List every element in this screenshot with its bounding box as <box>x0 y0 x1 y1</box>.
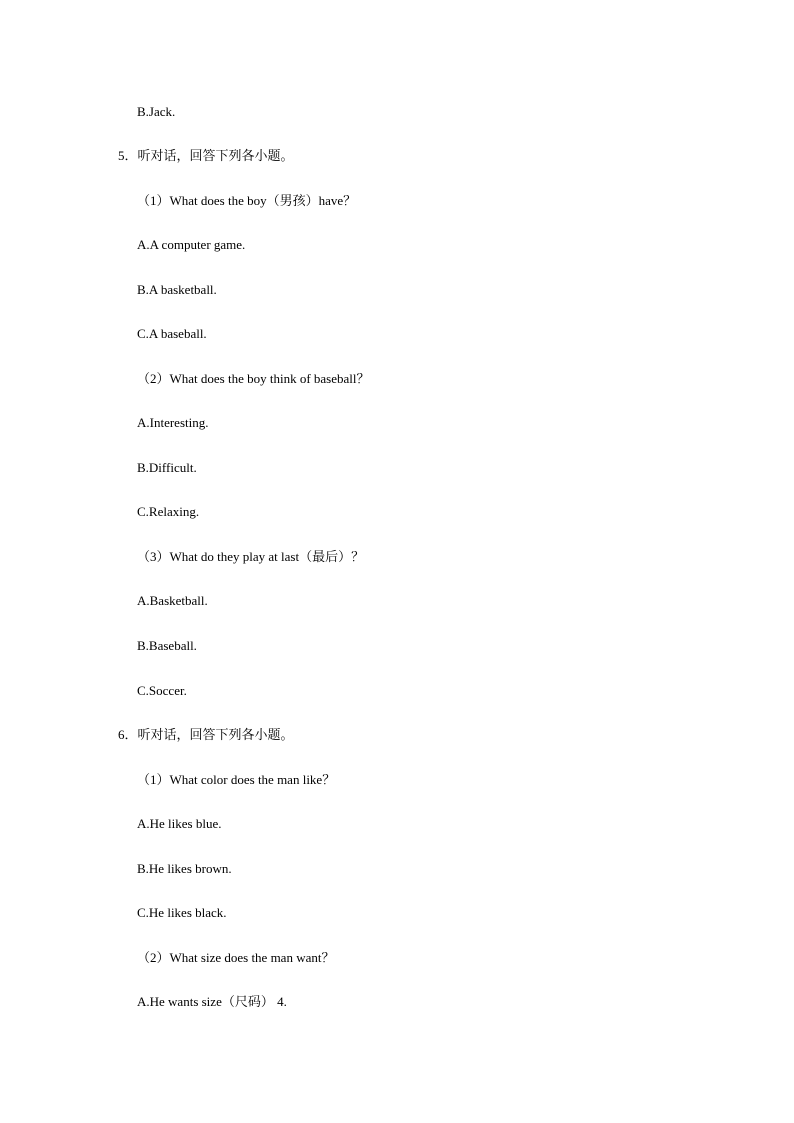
q5-1-option-c: C.A baseball. <box>137 326 207 341</box>
question-5-heading: 5．听对话，回答下列各小题。 <box>118 148 294 163</box>
q6-2-option-a: A.He wants size（尺码） 4. <box>137 994 287 1009</box>
q6-1-option-a: A.He likes blue. <box>137 816 222 831</box>
question-6-sub-2: （2）What size does the man want？ <box>137 950 335 965</box>
question-6-sub-1: （1）What color does the man like？ <box>137 772 336 787</box>
q5-2-option-b: B.Difficult. <box>137 460 197 475</box>
q5-2-option-c: C.Relaxing. <box>137 504 200 519</box>
question-5-sub-1: （1）What does the boy（男孩）have？ <box>137 193 357 208</box>
q5-3-option-c: C.Soccer. <box>137 683 187 698</box>
q5-1-option-a: A.A computer game. <box>137 237 246 252</box>
q5-2-option-a: A.Interesting. <box>137 415 209 430</box>
q5-1-option-b: B.A basketball. <box>137 282 217 297</box>
q6-1-option-c: C.He likes black. <box>137 905 227 920</box>
q6-1-option-b: B.He likes brown. <box>137 861 232 876</box>
q5-3-option-a: A.Basketball. <box>137 593 208 608</box>
question-5-sub-2: （2）What does the boy think of baseball？ <box>137 371 370 386</box>
q5-3-option-b: B.Baseball. <box>137 638 197 653</box>
question-6-heading: 6．听对话，回答下列各小题。 <box>118 727 294 742</box>
option-b-jack: B.Jack. <box>137 104 176 119</box>
question-5-sub-3: （3）What do they play at last（最后）？ <box>137 549 365 564</box>
